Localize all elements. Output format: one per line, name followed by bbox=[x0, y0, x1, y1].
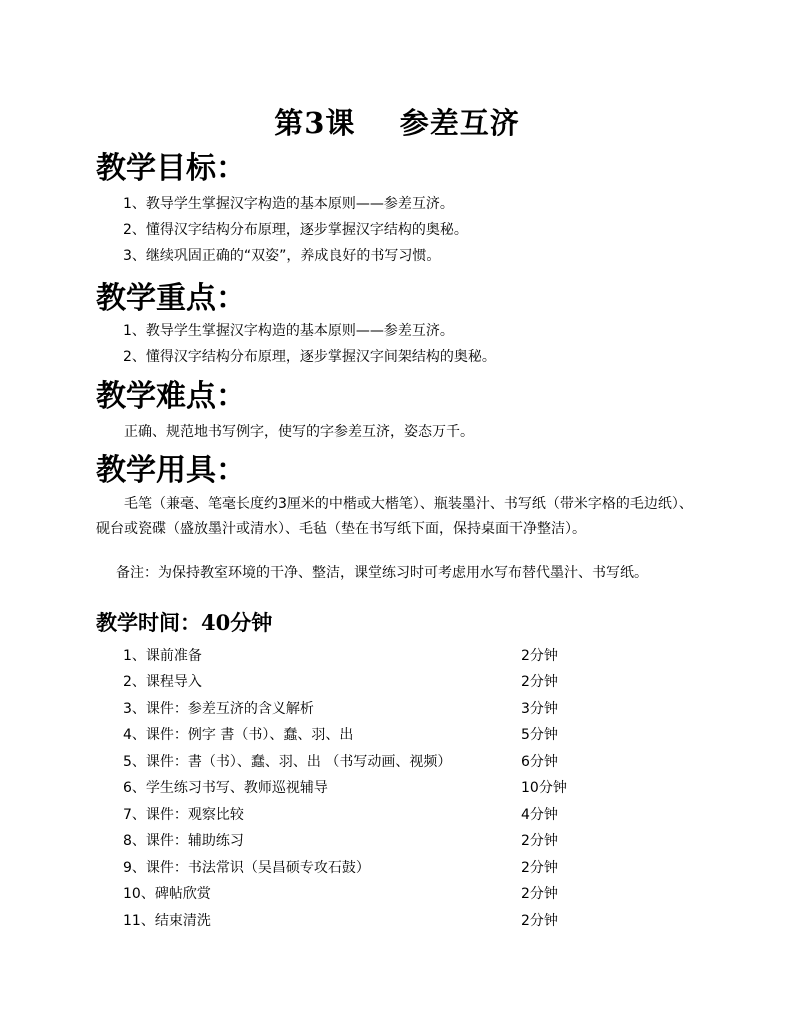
schedule-row bbox=[123, 698, 583, 720]
schedule-time: 2分钟 bbox=[521, 648, 558, 664]
schedule-time: 10分钟 bbox=[521, 780, 567, 796]
schedule-item: 9、课件：书法常识（吴昌硕专攻石鼓） bbox=[123, 860, 370, 876]
tools-text: 毛笔（兼毫、笔毫长度约3厘米的中楷或大楷笔）、瓶装墨汁、书写纸（带米字格的毛边纸）、砚台或瓷碟（盛放墨汁或清水）、毛毡（垫在书写纸下面，保持桌面干净整洁）。 bbox=[96, 496, 693, 537]
objective-item-1: 1、教导学生掌握汉字构造的基本原则——参差互济。 bbox=[123, 196, 454, 212]
schedule-time: 5分钟 bbox=[521, 727, 558, 743]
objective-item-2: 2、懂得汉字结构分布原理，逐步掌握汉字结构的奥秘。 bbox=[123, 222, 468, 238]
schedule-time: 2分钟 bbox=[521, 913, 558, 929]
schedule-row bbox=[123, 910, 583, 932]
schedule-row bbox=[123, 883, 583, 905]
schedule-row bbox=[123, 857, 583, 879]
schedule-time: 2分钟 bbox=[521, 674, 558, 690]
key-point-item-1: 1、教导学生掌握汉字构造的基本原则——参差互济。 bbox=[123, 323, 454, 339]
schedule-row bbox=[123, 777, 583, 799]
difficulties-heading: 教学难点： bbox=[96, 379, 246, 414]
key-points-heading: 教学重点： bbox=[96, 281, 246, 316]
difficulties-text: 正确、规范地书写例字，使写的字参差互济，姿态万千。 bbox=[124, 424, 474, 440]
schedule-row bbox=[123, 751, 583, 773]
objective-item-3: 3、继续巩固正确的“双姿”，养成良好的书写习惯。 bbox=[123, 248, 441, 264]
schedule-row bbox=[123, 830, 583, 852]
tools-heading: 教学用具： bbox=[96, 453, 246, 488]
schedule-item: 4、课件：例字 書（书）、蠢、羽、出 bbox=[123, 727, 354, 743]
schedule-row bbox=[123, 645, 583, 667]
schedule-item: 5、课件：書（书）、蠢、羽、出 （书写动画、视频） bbox=[123, 754, 452, 770]
tools-note: 备注：为保持教室环境的干净、整洁，课堂练习时可考虑用水写布替代墨汁、书写纸。 bbox=[116, 565, 648, 581]
schedule-time: 2分钟 bbox=[521, 833, 558, 849]
objectives-heading: 教学目标： bbox=[96, 151, 246, 186]
schedule-item: 11、结束清洗 bbox=[123, 913, 211, 929]
schedule-time: 3分钟 bbox=[521, 701, 558, 717]
key-point-item-2: 2、懂得汉字结构分布原理，逐步掌握汉字间架结构的奥秘。 bbox=[123, 349, 496, 365]
schedule-heading: 教学时间：40分钟 bbox=[96, 610, 273, 635]
schedule-row bbox=[123, 804, 583, 826]
schedule-row bbox=[123, 671, 583, 693]
schedule-item: 10、碑帖欣赏 bbox=[123, 886, 211, 902]
schedule-time: 4分钟 bbox=[521, 807, 558, 823]
schedule-time: 2分钟 bbox=[521, 886, 558, 902]
schedule-item: 2、课程导入 bbox=[123, 674, 202, 690]
schedule-item: 6、学生练习书写、教师巡视辅导 bbox=[123, 780, 328, 796]
schedule-item: 3、课件：参差互济的含义解析 bbox=[123, 701, 314, 717]
schedule-item: 1、课前准备 bbox=[123, 648, 202, 664]
schedule-item: 7、课件：观察比较 bbox=[123, 807, 244, 823]
schedule-time: 2分钟 bbox=[521, 860, 558, 876]
schedule-time: 6分钟 bbox=[521, 754, 558, 770]
schedule-item: 8、课件：辅助练习 bbox=[123, 833, 244, 849]
page-title: 第3课 参差互济 bbox=[274, 106, 520, 140]
schedule-row bbox=[123, 724, 583, 746]
